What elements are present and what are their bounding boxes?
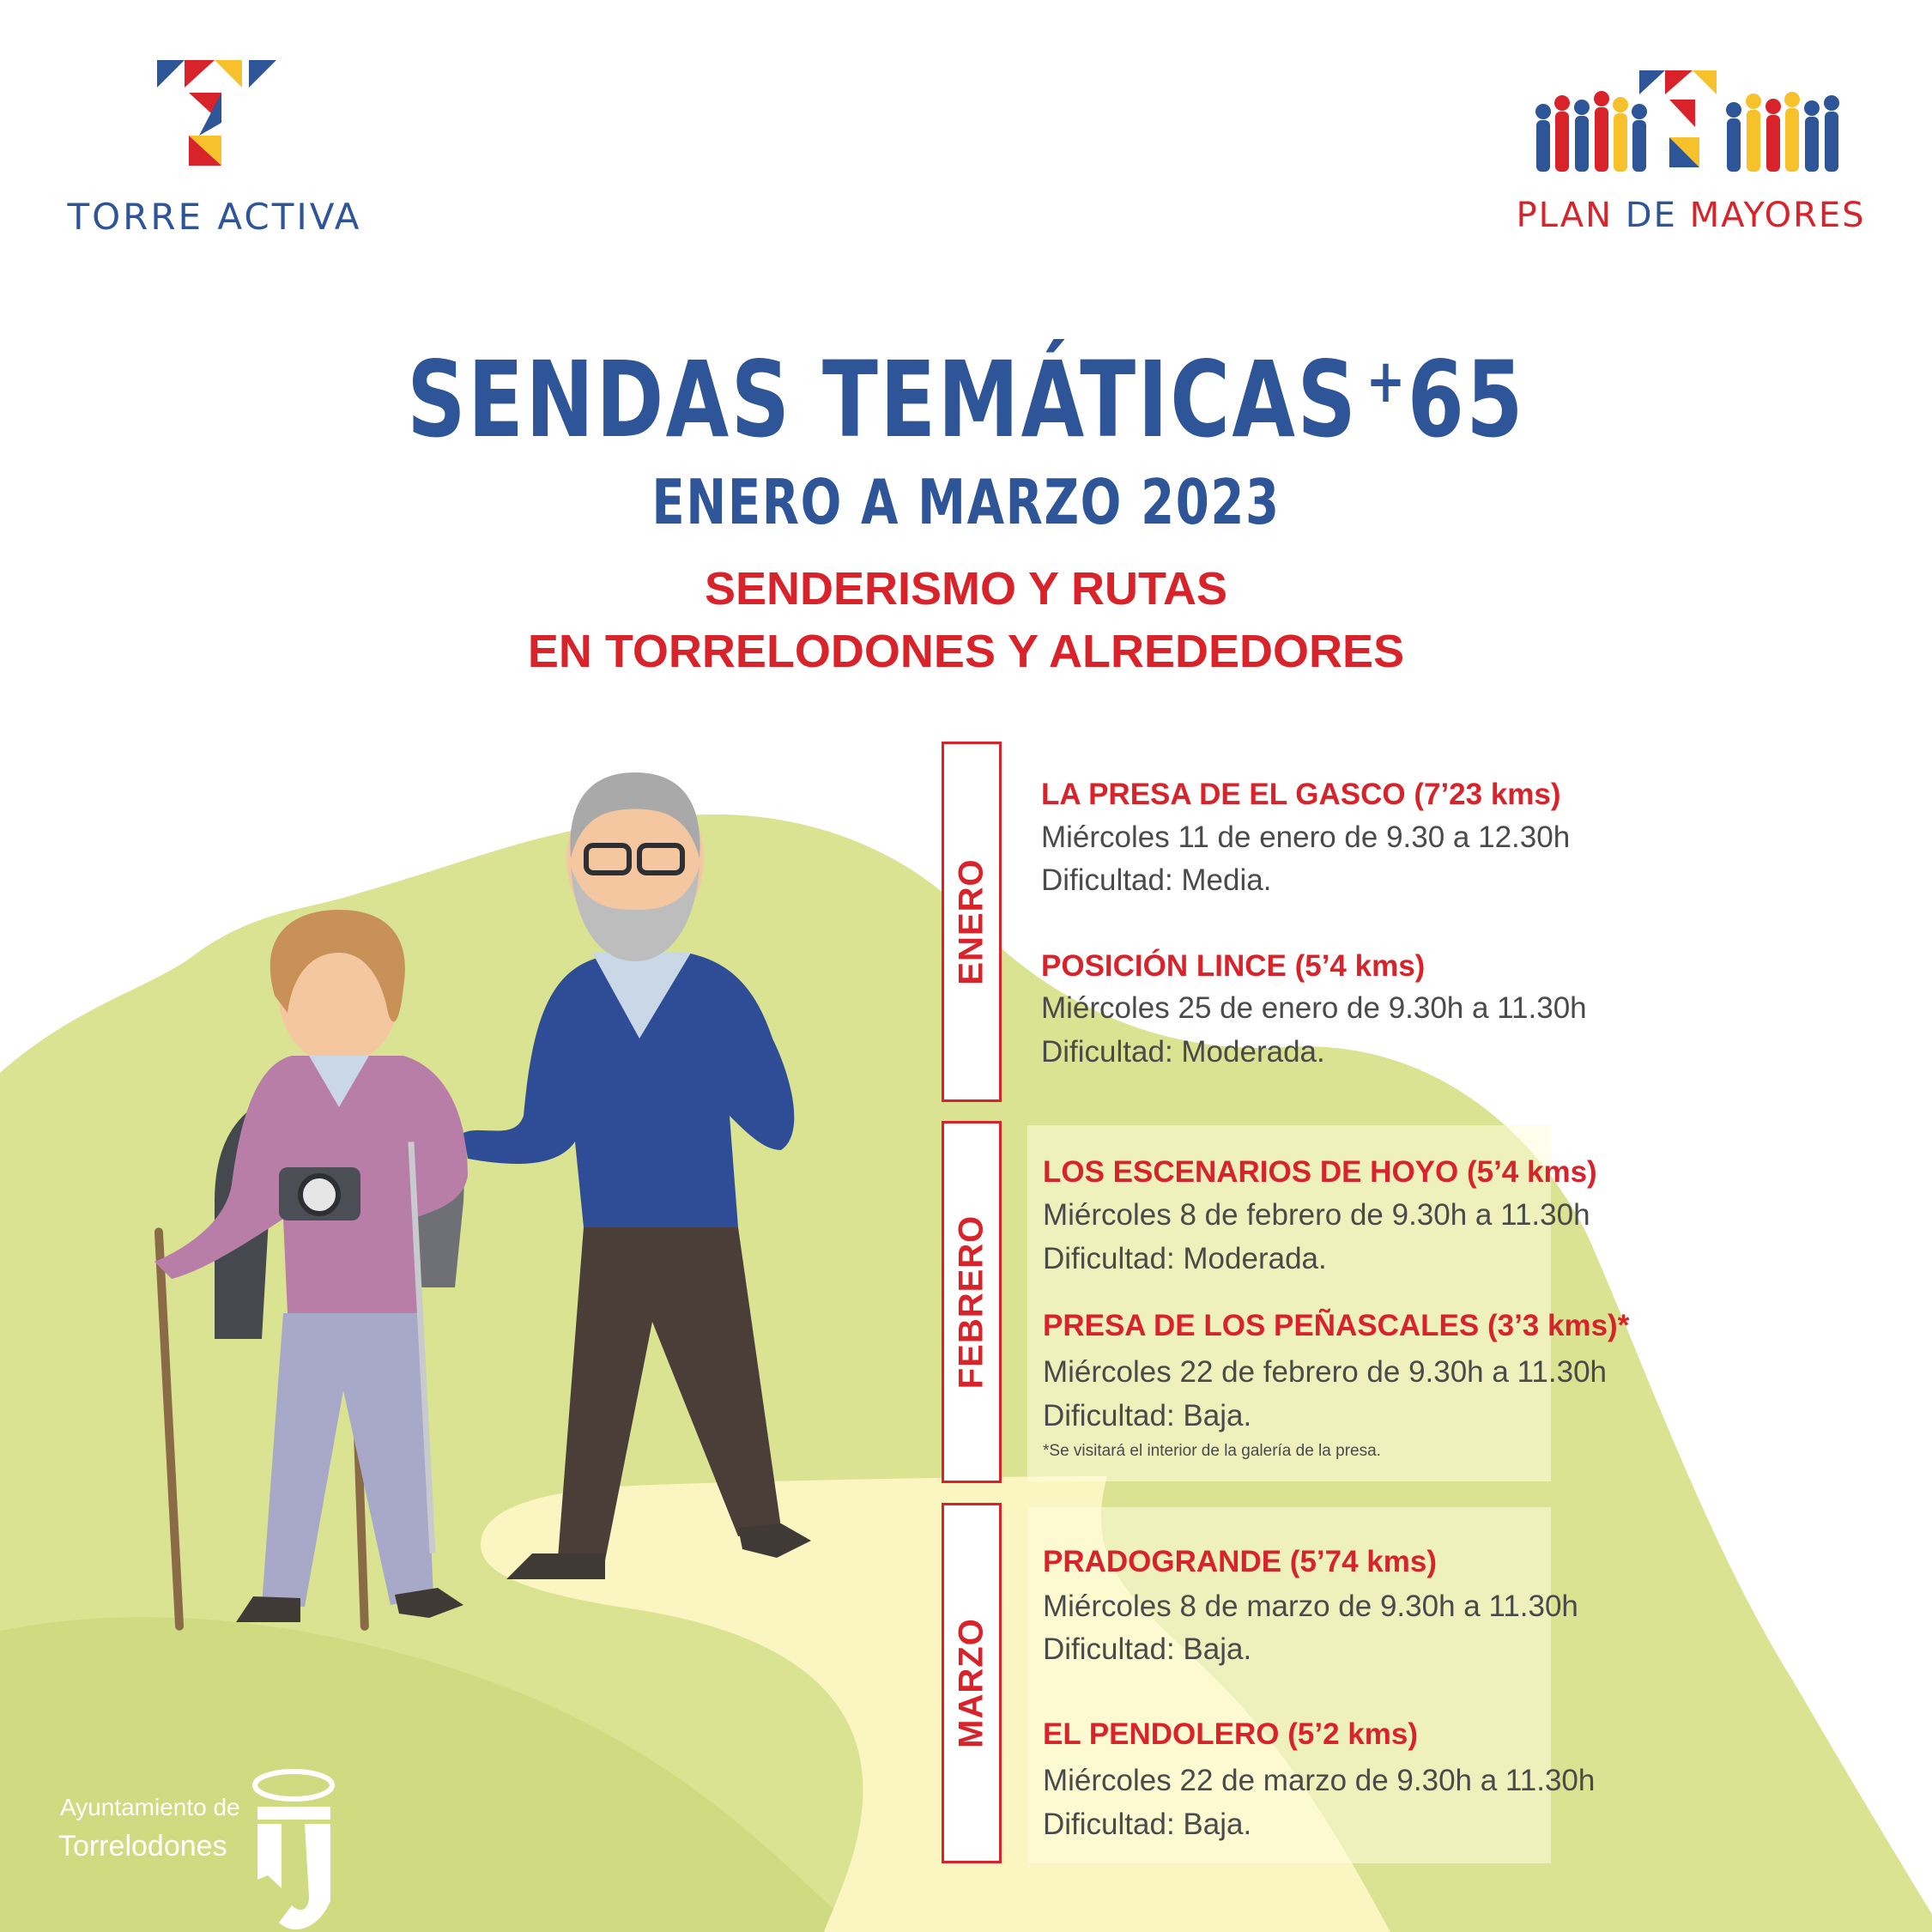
route-difficulty: Dificultad: Moderada. bbox=[1043, 1242, 1327, 1275]
month-tab-marzo bbox=[942, 1503, 1002, 1863]
month-label-enero: ENERO bbox=[952, 858, 990, 985]
route-title: LOS ESCENARIOS DE HOYO (5’4 kms) bbox=[1043, 1155, 1597, 1189]
ayuntamiento-label: Ayuntamiento de bbox=[60, 1794, 240, 1820]
route-date: Miércoles 22 de marzo de 9.30h a 11.30h bbox=[1043, 1764, 1596, 1797]
month-label-marzo: MARZO bbox=[952, 1618, 990, 1748]
route-difficulty: Dificultad: Media. bbox=[1041, 863, 1272, 897]
route-date: Miércoles 22 de febrero de 9.30h a 11.30h bbox=[1043, 1355, 1608, 1389]
route-title: PRADOGRANDE (5’74 kms) bbox=[1043, 1545, 1437, 1578]
tagline-line1: SENDERISMO Y RUTAS bbox=[704, 563, 1228, 615]
title-main: SENDAS TEMÁTICAS bbox=[407, 339, 1359, 461]
route-date: Miércoles 8 de febrero de 9.30h a 11.30h bbox=[1043, 1198, 1590, 1232]
torrelodones-label: Torrelodones bbox=[58, 1830, 227, 1862]
route-date: Miércoles 25 de enero de 9.30h a 11.30h bbox=[1041, 991, 1587, 1025]
route-title: POSICIÓN LINCE (5’4 kms) bbox=[1041, 949, 1426, 983]
tagline-line2: EN TORRELODONES Y ALREDEDORES bbox=[527, 626, 1405, 677]
page-subtitle: ENERO A MARZO 2023 bbox=[651, 466, 1281, 538]
month-label-febrero: FEBRERO bbox=[952, 1214, 990, 1390]
month-tab-enero bbox=[942, 742, 1002, 1102]
mayores-word: MAYORES bbox=[1676, 196, 1866, 235]
page-title bbox=[213, 339, 1720, 461]
month-tab-febrero bbox=[942, 1121, 1002, 1483]
route-difficulty: Dificultad: Baja. bbox=[1043, 1399, 1252, 1432]
route-title: LA PRESA DE EL GASCO (7’23 kms) bbox=[1041, 778, 1561, 811]
route-difficulty: Dificultad: Moderada. bbox=[1041, 1035, 1325, 1069]
plan-de-mayores-logo-emblem bbox=[1535, 70, 1839, 172]
torre-activa-logo-text: TORRE ACTIVA bbox=[67, 196, 362, 238]
title-age: 65 bbox=[1407, 339, 1525, 461]
route-title: EL PENDOLERO (5’2 kms) bbox=[1043, 1717, 1418, 1751]
route-title: PRESA DE LOS PEÑASCALES (3’3 kms)* bbox=[1043, 1309, 1630, 1342]
route-date: Miércoles 8 de marzo de 9.30h a 11.30h bbox=[1043, 1590, 1578, 1623]
route-difficulty: Dificultad: Baja. bbox=[1043, 1632, 1252, 1666]
route-note: *Se visitará el interior de la galería de la presa. bbox=[1043, 1442, 1381, 1460]
route-difficulty: Dificultad: Baja. bbox=[1043, 1808, 1252, 1841]
plan-word: PLAN bbox=[1516, 196, 1626, 235]
de-word: DE bbox=[1625, 196, 1677, 235]
route-date: Miércoles 11 de enero de 9.30 a 12.30h bbox=[1041, 821, 1571, 854]
title-superscript: + bbox=[1366, 346, 1408, 416]
torre-activa-logo-emblem bbox=[157, 60, 276, 166]
plan-de-mayores-logo-text bbox=[1511, 196, 1871, 235]
